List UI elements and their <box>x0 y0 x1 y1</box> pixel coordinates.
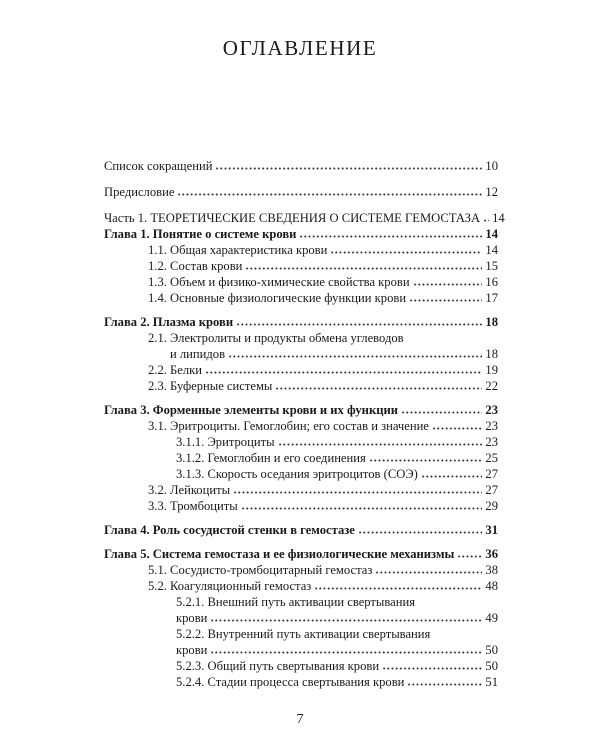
table-of-contents <box>104 158 505 690</box>
dot-leader <box>228 347 482 358</box>
section-gap <box>104 538 498 546</box>
toc-entry-page: 36 <box>485 547 498 561</box>
dot-leader <box>245 259 482 270</box>
toc-entry-page: 29 <box>485 499 498 513</box>
dot-leader <box>407 675 482 686</box>
toc-entry-page: 22 <box>485 379 498 393</box>
toc-entry-page: 50 <box>485 643 498 657</box>
toc-entry <box>104 674 498 690</box>
toc-entry-page: 14 <box>492 211 505 225</box>
dot-leader <box>358 523 483 534</box>
toc-entry-title: Глава 3. Форменные элементы крови и их функции <box>104 403 398 417</box>
dot-leader <box>278 435 483 446</box>
dot-leader <box>205 363 482 374</box>
toc-entry-title: 5.1. Сосудисто-тромбоцитарный гемостаз <box>148 563 373 577</box>
toc-entry <box>104 314 498 330</box>
toc-entry-title-continued: крови <box>176 643 208 657</box>
toc-entry-page: 14 <box>485 243 498 257</box>
toc-entry-title: 1.1. Общая характеристика крови <box>148 243 328 257</box>
toc-entry-title: 2.1. Электролиты и продукты обмена углеводов <box>148 331 404 345</box>
toc-entry <box>104 402 498 418</box>
toc-entry <box>104 290 498 306</box>
toc-entry-page: 38 <box>485 563 498 577</box>
toc-entry <box>104 434 498 450</box>
toc-entry <box>104 274 498 290</box>
toc-entry-title: 5.2. Коагуляционный гемостаз <box>148 579 312 593</box>
toc-entry-page: 23 <box>485 435 498 449</box>
dot-leader <box>483 211 489 222</box>
dot-leader <box>233 483 482 494</box>
toc-entry-title: 5.2.2. Внутренний путь активации свертывания <box>176 627 431 641</box>
toc-entry-title-continued: и липидов <box>170 347 226 361</box>
toc-entry-page: 51 <box>485 675 498 689</box>
toc-entry-title: 3.3. Тромбоциты <box>148 499 238 513</box>
toc-entry-page: 14 <box>485 227 498 241</box>
toc-entry <box>104 562 498 578</box>
toc-entry <box>104 258 498 274</box>
toc-entry <box>104 466 498 482</box>
dot-leader <box>457 547 482 558</box>
toc-entry-title: Список сокращений <box>104 159 213 173</box>
toc-entry-title: 5.2.1. Внешний путь активации свертывания <box>176 595 416 609</box>
dot-leader <box>314 579 482 590</box>
toc-entry-page: 23 <box>485 403 498 417</box>
toc-entry <box>104 546 498 562</box>
toc-entry-title: Глава 1. Понятие о системе крови <box>104 227 297 241</box>
page-title: ОГЛАВЛЕНИЕ <box>222 36 378 60</box>
toc-entry <box>104 158 498 174</box>
dot-leader <box>330 243 482 254</box>
toc-entry-page: 23 <box>485 419 498 433</box>
toc-entry <box>104 594 498 626</box>
toc-entry-page: 15 <box>485 259 498 273</box>
toc-entry-title: Предисловие <box>104 185 175 199</box>
toc-entry <box>104 626 498 658</box>
toc-entry <box>104 184 498 200</box>
toc-entry <box>104 210 505 226</box>
toc-entry-page: 19 <box>485 363 498 377</box>
dot-leader <box>421 467 483 478</box>
toc-entry-page: 16 <box>485 275 498 289</box>
toc-entry-page: 10 <box>485 159 498 173</box>
toc-entry <box>104 450 498 466</box>
dot-leader <box>409 291 482 302</box>
toc-entry <box>104 578 498 594</box>
toc-entry-title: 2.2. Белки <box>148 363 203 377</box>
toc-entry-title: 5.2.4. Стадии процесса свертывания крови <box>176 675 405 689</box>
dot-leader <box>401 403 482 414</box>
dot-leader <box>432 419 483 430</box>
toc-entry-page: 25 <box>485 451 498 465</box>
toc-entry-title: 2.3. Буферные системы <box>148 379 273 393</box>
toc-entry-title: 3.1.3. Скорость оседания эритроцитов (СОЭ) <box>176 467 418 481</box>
toc-entry-page: 18 <box>485 315 498 329</box>
toc-entry-title: 1.4. Основные физиологические функции крови <box>148 291 407 305</box>
toc-entry <box>104 658 498 674</box>
section-gap <box>104 200 498 210</box>
dot-leader <box>382 659 482 670</box>
toc-entry-title: 1.2. Состав крови <box>148 259 243 273</box>
toc-entry <box>104 330 498 362</box>
toc-entry-title: Часть 1. ТЕОРЕТИЧЕСКИЕ СВЕДЕНИЯ О СИСТЕМЕ ГЕМОСТАЗА <box>104 211 481 225</box>
dot-leader <box>413 275 483 286</box>
dot-leader <box>210 611 482 622</box>
dot-leader <box>275 379 482 390</box>
toc-entry-page: 18 <box>485 347 498 361</box>
toc-entry-page: 12 <box>485 185 498 199</box>
toc-entry <box>104 226 498 242</box>
toc-entry-title: 3.2. Лейкоциты <box>148 483 231 497</box>
dot-leader <box>369 451 483 462</box>
toc-entry-title: Глава 5. Система гемостаза и ее физиологические механизмы <box>104 547 455 561</box>
toc-entry-title: Глава 2. Плазма крови <box>104 315 234 329</box>
dot-leader <box>299 227 482 238</box>
toc-entry-title: 3.1. Эритроциты. Гемоглобин; его состав и значение <box>148 419 429 433</box>
toc-entry-page: 27 <box>485 467 498 481</box>
section-gap <box>104 394 498 402</box>
dot-leader <box>177 185 482 196</box>
toc-entry <box>104 522 498 538</box>
dot-leader <box>215 159 482 170</box>
toc-entry-page: 27 <box>485 483 498 497</box>
toc-entry-page: 49 <box>485 611 498 625</box>
dot-leader <box>236 315 482 326</box>
toc-entry-page: 17 <box>485 291 498 305</box>
toc-entry-page: 50 <box>485 659 498 673</box>
toc-entry <box>104 242 498 258</box>
toc-entry-title: 3.1.1. Эритроциты <box>176 435 275 449</box>
section-gap <box>104 514 498 522</box>
toc-entry <box>104 378 498 394</box>
toc-entry-page: 48 <box>485 579 498 593</box>
toc-entry <box>104 362 498 378</box>
toc-entry <box>104 418 498 434</box>
toc-entry-title-continued: крови <box>176 611 208 625</box>
section-gap <box>104 174 498 184</box>
toc-entry-title: 1.3. Объем и физико-химические свойства крови <box>148 275 410 289</box>
toc-entry-title: 5.2.3. Общий путь свертывания крови <box>176 659 380 673</box>
dot-leader <box>241 499 483 510</box>
toc-entry-page: 31 <box>485 523 498 537</box>
toc-entry-title: Глава 4. Роль сосудистой стенки в гемостазе <box>104 523 355 537</box>
dot-leader <box>375 563 482 574</box>
dot-leader <box>210 643 482 654</box>
section-gap <box>104 306 498 314</box>
toc-entry <box>104 482 498 498</box>
toc-entry <box>104 498 498 514</box>
toc-entry-title: 3.1.2. Гемоглобин и его соединения <box>176 451 366 465</box>
page-number: 7 <box>296 712 304 727</box>
